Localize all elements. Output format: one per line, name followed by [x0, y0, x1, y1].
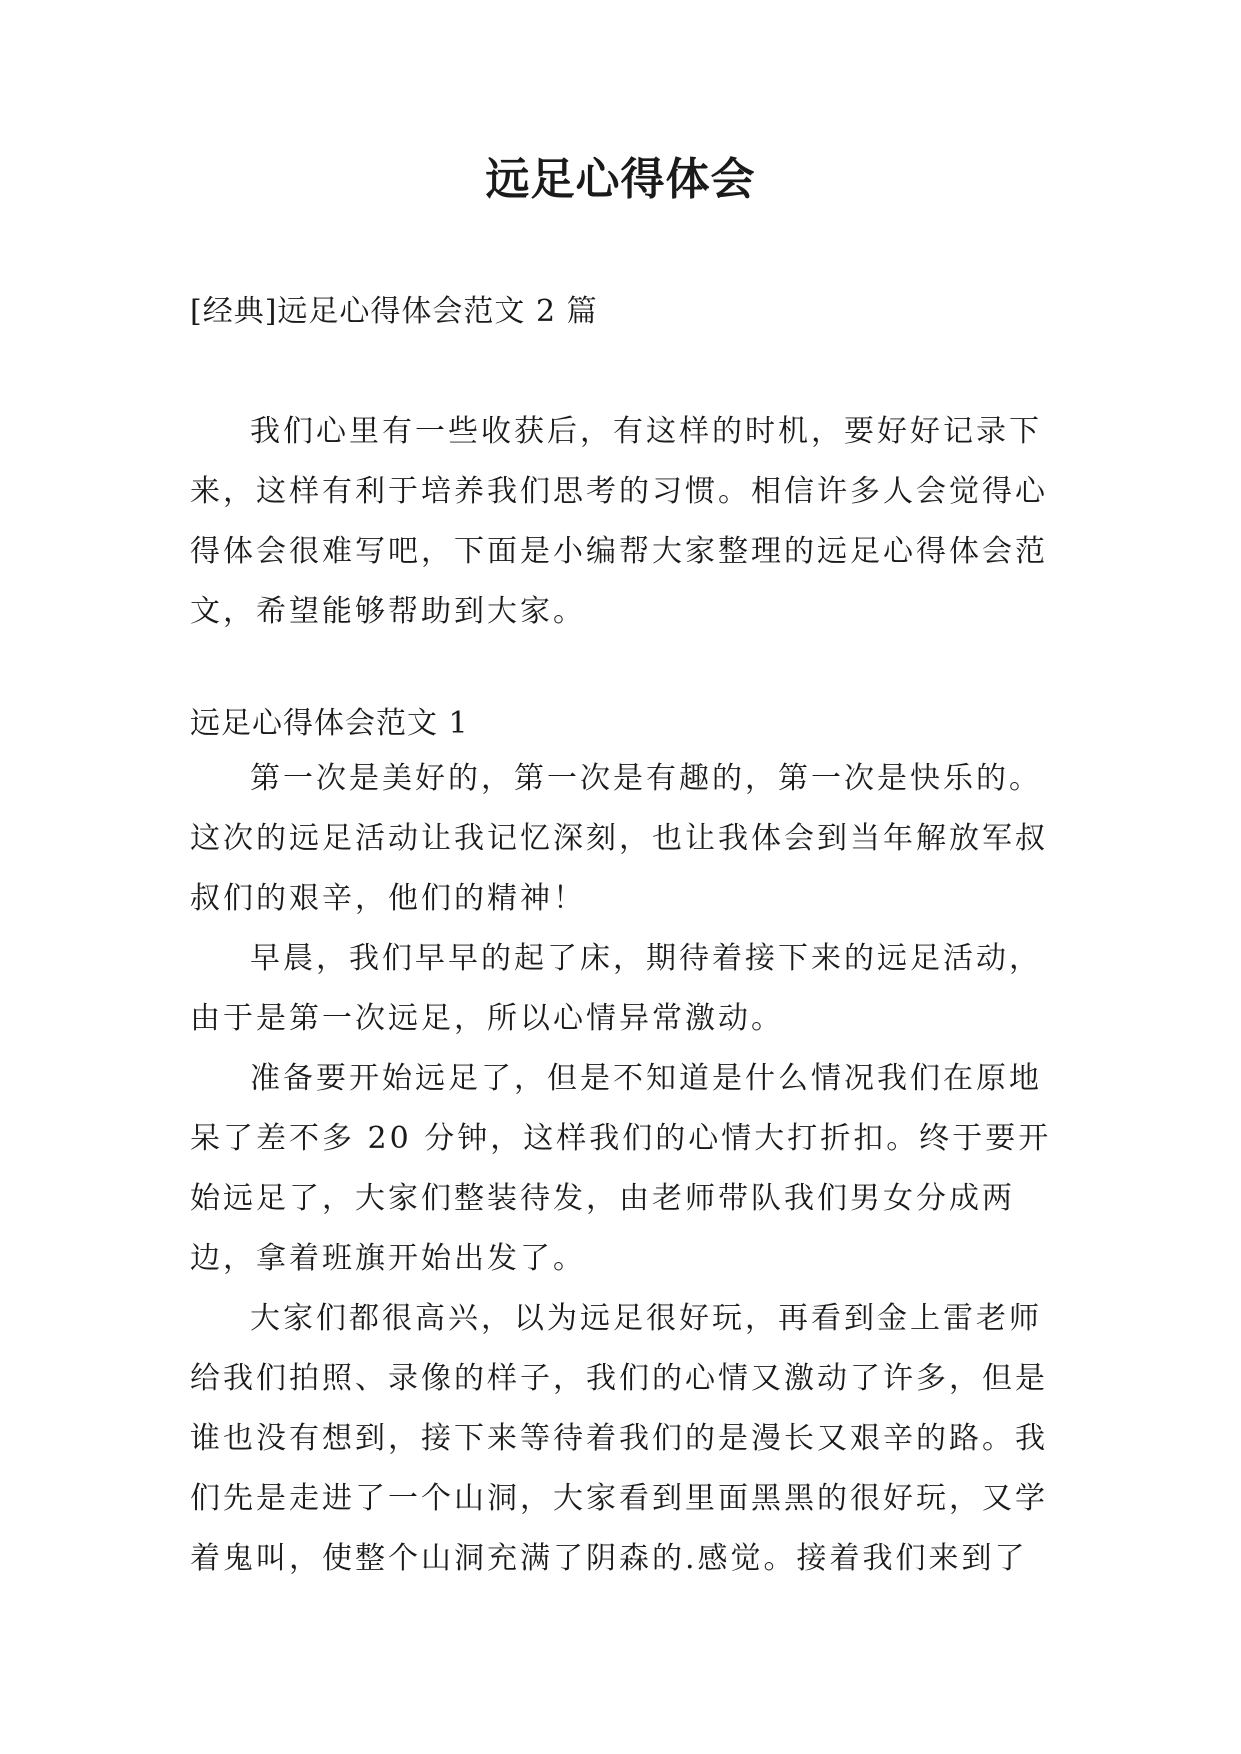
body-paragraph-4: 大家们都很高兴，以为远足很好玩，再看到金上雷老师给我们拍照、录像的样子，我们的心情又激动了许多，但是谁也没有想到，接下来等待着我们的是漫长又艰辛的路。我们先是走进了一个山洞，大家看到里面黑黑的很好玩，又学着鬼叫，使整个山洞充满了阴森的.感觉。接着我们来到了	[190, 1301, 1048, 1576]
body-paragraph-3: 准备要开始远足了，但是不知道是什么情况我们在原地呆了差不多 20 分钟，这样我们的心情大打折扣。终于要开始远足了，大家们整装待发，由老师带队我们男女分成两边，拿着班旗开始出发了。	[190, 1061, 1052, 1276]
essay-body	[190, 749, 1060, 1589]
section-heading: 远足心得体会范文 1	[190, 706, 469, 741]
intro-section	[190, 402, 1060, 642]
document-subtitle: [经典]远足心得体会范文 2 篇	[190, 294, 598, 329]
body-paragraph-1: 第一次是美好的，第一次是有趣的，第一次是快乐的。这次的远足活动让我记忆深刻，也让我体会到当年解放军叔叔们的艰辛，他们的精神！	[190, 761, 1048, 916]
document-title: 远足心得体会	[485, 154, 756, 205]
intro-paragraph: 我们心里有一些收获后，有这样的时机，要好好记录下来，这样有利于培养我们思考的习惯。相信许多人会觉得心得体会很难写吧，下面是小编帮大家整理的远足心得体会范文，希望能够帮助到大家。	[190, 414, 1048, 629]
body-paragraph-2: 早晨，我们早早的起了床，期待着接下来的远足活动，由于是第一次远足，所以心情异常激动。	[190, 941, 1042, 1036]
